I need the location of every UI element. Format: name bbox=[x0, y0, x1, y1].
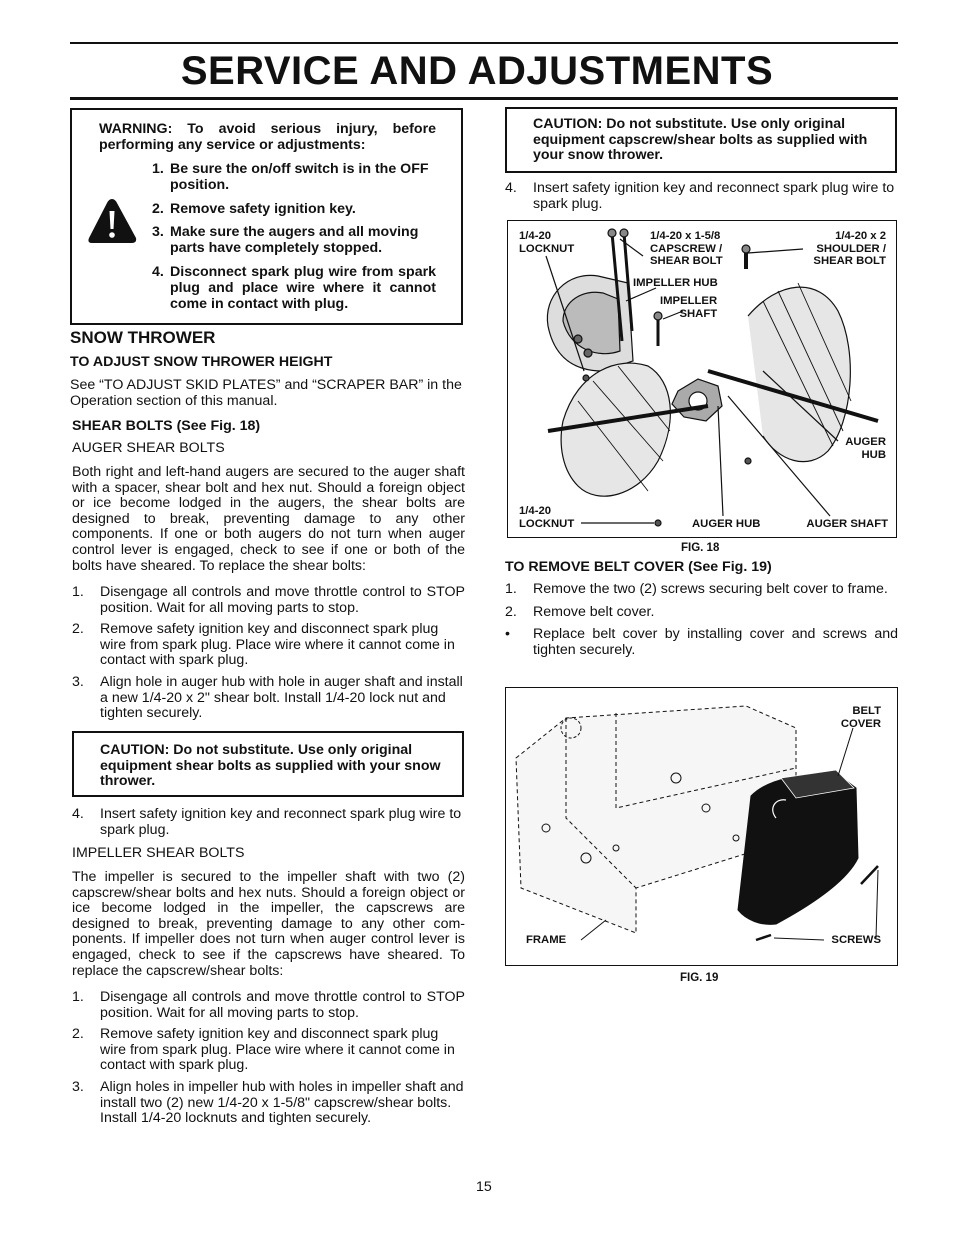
figure-19 bbox=[505, 687, 898, 966]
belt-step: 1. Remove the two (2) screws securing belt cover to frame. bbox=[505, 581, 888, 597]
fig19-label-screws: SCREWS bbox=[831, 934, 881, 946]
caution-text: CAUTION: Do not substitute. Use only original equipment capscrew/shear bolts as supplied with your snow thrower. bbox=[533, 116, 868, 164]
fig18-label-locknut-top: 1/4-20 LOCKNUT bbox=[519, 230, 575, 255]
fig18-label-impeller-shaft: IMPELLER SHAFT bbox=[660, 295, 718, 320]
caution-box-left bbox=[72, 731, 464, 797]
auger-paragraph: Both right and left-hand augers are secured to the auger shaft with a spacer, shear bolt and hex nut. Should a foreign object or ice become lodged in the augers, the shear bolts are designed to break, preventing damage to any other components. If one or both augers do not turn when auger control lever is engaged, check to see if one or both of the bolts have sheared. To replace the shear bolts: bbox=[72, 464, 465, 574]
belt-step: • Replace belt cover by installing cover and screws and tighten securely. bbox=[505, 626, 898, 658]
auger-step-4 bbox=[72, 807, 467, 838]
fig18-label-auger-hub-right: AUGER HUB bbox=[845, 436, 886, 461]
belt-cover-heading: TO REMOVE BELT COVER (See Fig. 19) bbox=[505, 559, 772, 575]
right-step: 4. Insert safety ignition key and reconnect spark plug wire to spark plug. bbox=[505, 180, 895, 212]
impeller-step: 1. Disengage all controls and move throttle control to STOP position. Wait for all moving parts to stop. bbox=[72, 989, 465, 1021]
page-title: SERVICE AND ADJUSTMENTS bbox=[180, 49, 774, 93]
fig18-label-auger-hub: AUGER HUB bbox=[692, 518, 761, 530]
fig18-label-shoulder: 1/4-20 x 2 SHOULDER / SHEAR BOLT bbox=[813, 230, 886, 268]
warning-box bbox=[70, 108, 463, 325]
warning-list bbox=[152, 162, 436, 312]
warning-item: 2. Remove safety ignition key. bbox=[152, 200, 356, 217]
caution-text: CAUTION: Do not substitute. Use only original equipment shear bolts as supplied with your snow thrower. bbox=[100, 742, 441, 790]
warning-item: 3. Make sure the augers and all moving parts have completely stopped. bbox=[152, 224, 419, 257]
belt-cover-illustration bbox=[506, 688, 896, 964]
fig19-caption: FIG. 19 bbox=[680, 972, 719, 984]
fig19-label-frame: FRAME bbox=[526, 934, 567, 946]
warning-item: 1. Be sure the on/off switch is in the OFF position. bbox=[152, 161, 429, 193]
impeller-shear-heading: IMPELLER SHEAR BOLTS bbox=[72, 845, 245, 861]
fig19-label-belt-cover: BELT COVER bbox=[840, 705, 881, 730]
shear-bolts-heading: SHEAR BOLTS (See Fig. 18) bbox=[72, 418, 261, 434]
title-underline bbox=[70, 97, 898, 100]
auger-step: 1. Disengage all controls and move throttle control to STOP position. Wait for all moving parts to stop. bbox=[72, 584, 465, 616]
auger-shear-heading: AUGER SHEAR BOLTS bbox=[72, 440, 225, 456]
adjust-height-text: See “TO ADJUST SKID PLATES” and “SCRAPER BAR” in the Operation section of this manual. bbox=[70, 377, 462, 409]
fig18-label-locknut-bottom: 1/4-20 LOCKNUT bbox=[519, 505, 575, 530]
warning-intro: WARNING: To avoid serious injury, before performing any service or adjustments: bbox=[99, 121, 436, 153]
impeller-step: 3. Align holes in impeller hub with holes in impeller shaft and install two (2) new 1/4-20 x 1-5/8" capscrew/shear bolts. Install 1/4-20 locknuts and tighten securely. bbox=[72, 1078, 464, 1127]
belt-step: 2. Remove belt cover. bbox=[505, 603, 655, 620]
fig18-caption: FIG. 18 bbox=[681, 542, 720, 554]
auger-steps bbox=[72, 585, 465, 722]
fig18-label-auger-shaft: AUGER SHAFT bbox=[806, 518, 888, 530]
auger-step: 2. Remove safety ignition key and disconnect spark plug wire from spark plug. Place wire where it cannot come in contact with spark plug. bbox=[72, 621, 455, 669]
impeller-paragraph: The impeller is secured to the impeller shaft with two (2) capscrew/shear bolts and hex nuts. Should a foreign object or ice become lodged in the impeller, the capscrews are designed to break, preventing damage to any other com-ponents. If impeller does not turn when auger control lever is engaged, check to see if the capscrews have sheared. To replace the capscrew/shear bolts: bbox=[72, 869, 465, 979]
belt-cover-steps bbox=[505, 582, 898, 658]
figure-18 bbox=[507, 220, 897, 538]
warning-triangle-icon bbox=[86, 196, 138, 246]
snow-thrower-heading: SNOW THROWER bbox=[70, 328, 216, 347]
warning-item: 4. Disconnect spark plug wire from spark plug and place wire where it cannot come in contact with plug. bbox=[152, 263, 436, 312]
fig18-label-capscrew: 1/4-20 x 1-5/8 CAPSCREW / SHEAR BOLT bbox=[650, 230, 723, 268]
top-rule bbox=[70, 42, 898, 44]
impeller-steps bbox=[72, 990, 465, 1127]
page-number: 15 bbox=[476, 1179, 492, 1195]
auger-assembly-illustration bbox=[508, 221, 895, 536]
fig18-label-impeller-hub: IMPELLER HUB bbox=[633, 277, 718, 289]
adjust-height-heading: TO ADJUST SNOW THROWER HEIGHT bbox=[70, 354, 333, 370]
caution-box-right bbox=[505, 107, 897, 173]
right-step-4 bbox=[505, 181, 900, 212]
auger-step: 4. Insert safety ignition key and reconnect spark plug wire to spark plug. bbox=[72, 806, 462, 838]
impeller-step: 2. Remove safety ignition key and disconnect spark plug wire from spark plug. Place wire where it cannot come in contact with spark plug. bbox=[72, 1026, 455, 1074]
auger-step: 3. Align hole in auger hub with hole in auger shaft and install a new 1/4-20 x 2" shear bolt. Install 1/4-20 lock nut and tighten securely. bbox=[72, 673, 463, 722]
